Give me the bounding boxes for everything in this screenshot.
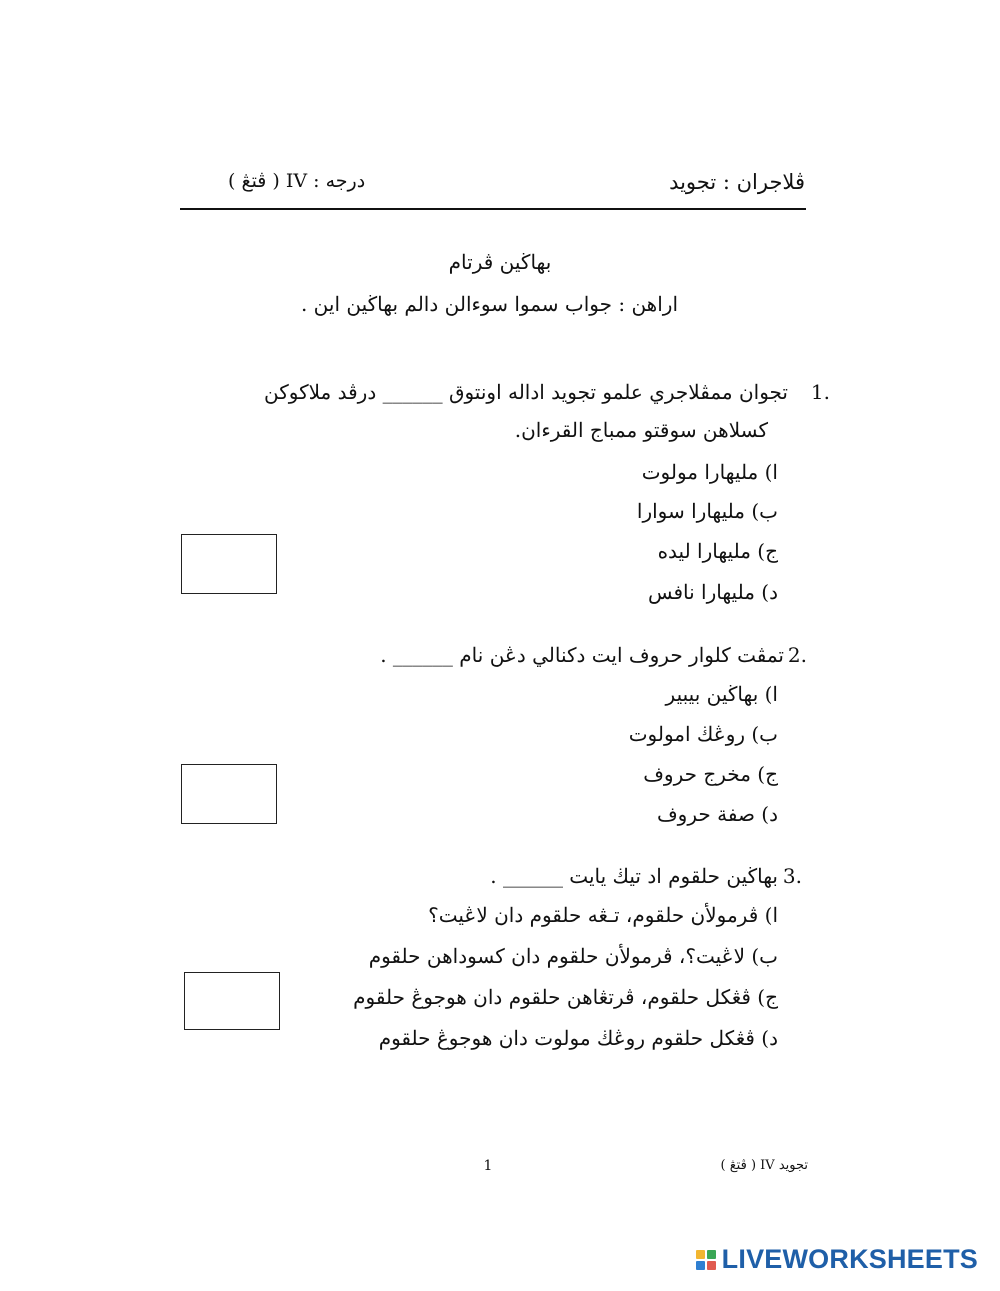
logo-square-1 (696, 1250, 705, 1259)
question-2-number: 2. (787, 643, 807, 667)
question-1-option-a: ا) مليهارا مولوت (641, 460, 778, 484)
section-title: بهاڬين ڤرتام (448, 250, 552, 274)
question-2-text: تمڤت كلوار حروف ايت دكنالي دڠن نام ______ . (380, 643, 784, 667)
question-2-option-b: ب) روڠڬ امولوت (628, 722, 778, 746)
question-3-option-a: ا) ڤرمولأن حلقوم، تـڠه حلقوم دان لاڠيت؟ (428, 903, 778, 927)
question-3-text: بهاڬين حلقوم اد تيڬ يايت ______ . (490, 864, 778, 888)
question-1-option-c: ج) مليهارا ليده (657, 539, 778, 563)
question-1-option-d: د) مليهارا نافس (647, 580, 778, 604)
question-2-option-d: د) صفة حروف (656, 802, 778, 826)
liveworksheets-logo[interactable] (696, 1244, 978, 1275)
question-2-option-a: ا) بهاڬين بيبير (665, 682, 778, 706)
header-subject: ڤلاجران : تجويد (669, 170, 805, 194)
question-1-option-b: ب) مليهارا سوارا (636, 499, 778, 523)
question-2-answer-box[interactable] (181, 764, 277, 824)
instructions: اراهن : جواب سموا سوءالن دالم بهاڬين اين . (300, 292, 678, 316)
question-3-option-b: ب) لاڠيت؟، ڤرمولأن حلقوم دان كسوداهن حلقوم (368, 944, 778, 968)
question-3-number: 3. (782, 864, 802, 888)
question-1-text-line1: تجوان ممڤلاجري علمو تجويد اداله اونتوق ______ درڤد ملاكوكن (264, 380, 788, 404)
question-1-answer-box[interactable] (181, 534, 277, 594)
question-2-option-c: ج) مخرج حروف (643, 762, 778, 786)
liveworksheets-logo-text: LIVEWORKSHEETS (721, 1244, 978, 1274)
logo-square-3 (696, 1261, 705, 1270)
logo-square-2 (707, 1250, 716, 1259)
footer-course: تجويد IV ( ڤتڠ ) (720, 1158, 808, 1173)
question-3-option-c: ج) ڤڠكل حلقوم، ڤرتڠاهن حلقوم دان هوجوڠ حلقوم (353, 985, 778, 1009)
liveworksheets-logo-icon (696, 1250, 716, 1270)
logo-square-4 (707, 1261, 716, 1270)
header-grade: درجه : IV ( ڤتڠ ) (228, 170, 366, 192)
question-3-option-d: د) ڤڠكل حلقوم روڠڬ مولوت دان هوجوڠ حلقوم (378, 1026, 778, 1050)
header-divider (180, 208, 806, 210)
question-1-text-line2: كسلاهن سوقتو ممباج القرءان. (514, 418, 768, 442)
page-number: 1 (483, 1158, 493, 1174)
question-3-answer-box[interactable] (184, 972, 280, 1030)
question-1-number: 1. (810, 380, 830, 404)
